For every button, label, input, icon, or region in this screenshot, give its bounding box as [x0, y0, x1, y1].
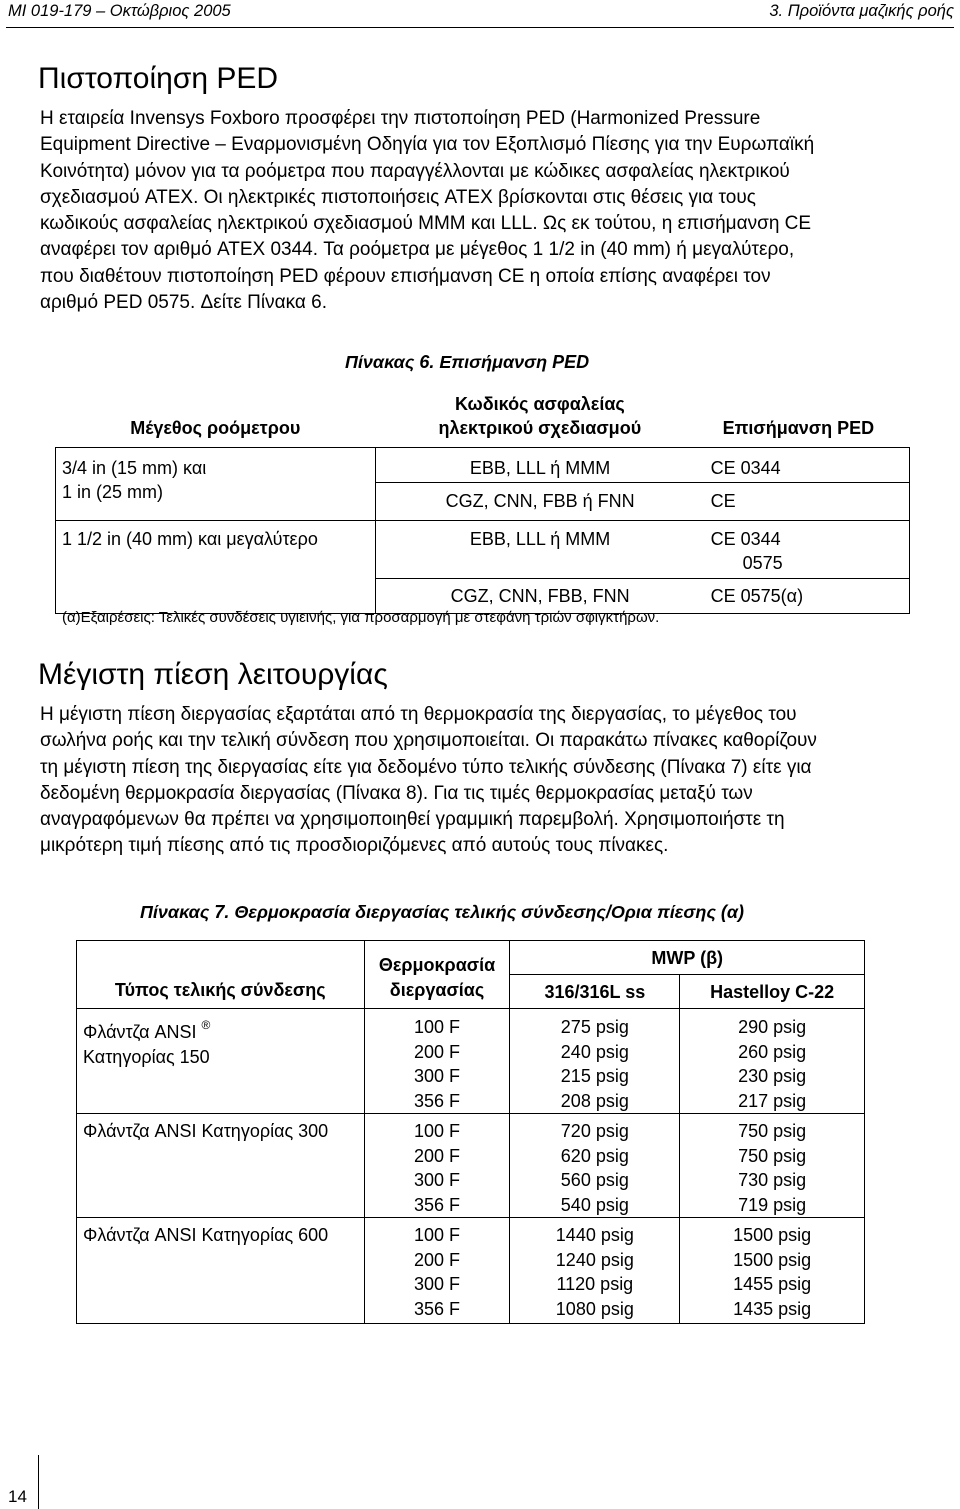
cell-ss: [510, 1114, 680, 1218]
pressure-value: 1455 psig: [733, 1274, 812, 1294]
temp-value: 100 F: [413, 1121, 460, 1141]
cell-code: EBB, LLL ή MMM: [469, 457, 611, 478]
cell-conn-line: [83, 1015, 364, 1045]
temp-value: 300 F: [413, 1274, 460, 1294]
pressure-value: 1120 psig: [556, 1274, 634, 1294]
ped-line: Κοινότητα) μόνον για τα ροόμετρα που παραγγέλλονται με κώδικες ασφαλείας ηλεκτρικού: [40, 160, 790, 182]
header-chapter: 3. Προϊόντα μαζικής ροής: [769, 2, 954, 20]
cell-code: EBB, LLL ή MMM: [469, 528, 611, 549]
pressure-value: 750 psig: [738, 1145, 807, 1166]
max-pressure-paragraph: [40, 702, 955, 860]
pressure-value: 290 psig: [738, 1017, 807, 1037]
temp-value: 356 F: [413, 1090, 460, 1111]
table-row: [56, 447, 910, 482]
col-header-ss: 316/316L ss: [510, 975, 680, 1009]
pressure-value: 560 psig: [560, 1170, 629, 1190]
temp-value: 200 F: [413, 1249, 460, 1270]
mp-line: τη μέγιστη πίεση της διεργασίας είτε για δεδομένο τύπο τελικής σύνδεσης (Πίνακα 7) είτε για: [40, 756, 812, 778]
temp-value: 200 F: [413, 1145, 460, 1166]
cell-marking: CE: [705, 482, 910, 520]
cell-size-line: 1 in (25 mm): [62, 481, 164, 502]
col-header-mwp: MWP (β): [510, 941, 865, 975]
cell-code: CGZ, CNN, FBB ή FNN: [375, 482, 705, 520]
mp-line: δεδομένη θερμοκρασία διεργασίας (Πίνακα 8). Για τις τιμές θερμοκρασίας μεταξύ των: [40, 782, 753, 804]
mp-line: Η μέγιστη πίεση διεργασίας εξαρτάται από τη θερμοκρασία της διεργασίας, το μέγεθος του: [40, 704, 797, 725]
header-divider: [6, 27, 954, 28]
pressure-value: 730 psig: [738, 1170, 807, 1190]
cell-conn-line: Κατηγορίας 150: [83, 1046, 210, 1067]
col-header-temp-line: Θερμοκρασία: [378, 955, 496, 975]
cell-temps: [364, 1009, 510, 1114]
temp-value: 200 F: [413, 1041, 460, 1062]
col-header-hastelloy: Hastelloy C-22: [680, 975, 865, 1009]
pressure-value: 1240 psig: [555, 1249, 634, 1270]
cell-temps: [364, 1218, 510, 1324]
pressure-value: 1080 psig: [555, 1298, 634, 1319]
ped-line: αναφέρει τον αριθμό ATEX 0344. Τα ροόμετρα με μέγεθος 1 1/2 in (40 mm) ή μεγαλύτερο,: [40, 239, 795, 261]
cell-code: CGZ, CNN, FBB, FNN: [375, 578, 705, 613]
cell-size-line: 3/4 in (15 mm) και: [62, 457, 207, 478]
pressure-value: 1500 psig: [733, 1225, 812, 1245]
table7-pressure-limits: [76, 940, 865, 1324]
cell-hastelloy: [680, 1218, 865, 1324]
cell-size: 1 1/2 in (40 mm) και μεγαλύτερο: [56, 520, 376, 613]
cell-temps: [364, 1114, 510, 1218]
pressure-value: 620 psig: [560, 1145, 629, 1166]
pressure-value: 217 psig: [738, 1090, 807, 1111]
section-title-ped: Πιστοποίηση PED: [38, 62, 279, 95]
col-header-size: Μέγεθος ροόμετρου: [56, 384, 376, 447]
cell-conn: Φλάντζα ANSI Κατηγορίας 300: [77, 1114, 365, 1218]
table-row: [77, 1009, 865, 1114]
footer-divider: [38, 1455, 39, 1509]
temp-value: 100 F: [413, 1017, 460, 1037]
table6-footnote: (α)Εξαιρέσεις: Τελικές συνδέσεις υγιεινής, για προσαρμογή με στεφάνη τριών σφιγκτήρων.: [62, 609, 660, 626]
col-header-code-line: Κωδικός ασφαλείας: [454, 393, 625, 414]
cell-marking: CE 0344: [705, 447, 910, 482]
pressure-value: 260 psig: [738, 1041, 807, 1062]
pressure-value: 1440 psig: [555, 1225, 634, 1245]
cell-ss: [510, 1009, 680, 1114]
cell-marking-line: 0575: [742, 552, 783, 573]
pressure-value: 719 psig: [738, 1194, 807, 1215]
pressure-value: 208 psig: [560, 1090, 629, 1111]
col-header-conn: Τύπος τελικής σύνδεσης: [77, 941, 365, 1009]
section-title-max-pressure: Μέγιστη πίεση λειτουργίας: [38, 658, 388, 691]
pressure-value: 230 psig: [738, 1066, 807, 1086]
temp-value: 300 F: [413, 1170, 460, 1190]
temp-value: 356 F: [413, 1194, 460, 1215]
col-header-temp-line: διεργασίας: [389, 979, 485, 1000]
table7-caption: Πίνακας 7. Θερμοκρασία διεργασίας τελικής σύνδεσης/Ορια πίεσης (α): [140, 902, 745, 922]
pressure-value: 750 psig: [738, 1121, 807, 1141]
col-header-code: [375, 384, 705, 447]
temp-value: 100 F: [413, 1225, 460, 1245]
mp-line: μικρότερη τιμή πίεσης από τις προσδιοριζόμενες από αυτούς τους πίνακες.: [40, 835, 669, 857]
cell-conn-text: Φλάντζα ANSI: [83, 1022, 197, 1042]
ped-line: κωδικούς ασφαλείας ηλεκτρικού σχεδιασμού MMM και LLL. Ως εκ τούτου, η επισήμανση CE: [40, 213, 812, 235]
table-header-row: [56, 384, 910, 447]
pressure-value: 1435 psig: [733, 1298, 812, 1319]
cell-marking: [705, 520, 910, 578]
temp-value: 300 F: [413, 1066, 460, 1086]
mp-line: σωλήνα ροής και την τελική σύνδεση που χρησιμοποιείται. Οι παρακάτω πίνακες καθορίζουν: [40, 730, 817, 752]
page-number: 14: [8, 1487, 27, 1506]
registered-mark: ®: [201, 1018, 211, 1032]
temp-value: 356 F: [413, 1298, 460, 1319]
col-header-marking: Επισήμανση PED: [705, 384, 910, 447]
pressure-value: 1500 psig: [733, 1249, 812, 1270]
ped-line: Equipment Directive – Εναρμονισμένη Οδηγία για τον Εξοπλισμό Πίεσης για την Ευρωπαϊκή: [40, 134, 815, 156]
ped-line: αριθμό PED 0575. Δείτε Πίνακα 6.: [40, 292, 327, 314]
cell-hastelloy: [680, 1009, 865, 1114]
pressure-value: 720 psig: [560, 1121, 629, 1141]
table6-ped-marking: [55, 384, 910, 614]
table6-caption: Πίνακας 6. Επισήμανση PED: [345, 352, 590, 372]
cell-conn: [77, 1009, 365, 1114]
cell-ss: [510, 1218, 680, 1324]
mp-line: αναγραφόμενων θα πρέπει να χρησιμοποιηθεί γραμμική παρεμβολή. Χρησιμοποιήστε τη: [40, 809, 785, 831]
ped-line: που διαθέτουν πιστοποίηση PED φέρουν επισήμανση CE η οποία επίσης αναφέρει τον: [40, 265, 771, 287]
running-header: [8, 2, 954, 26]
cell-size: [56, 447, 376, 520]
table-header-row: [77, 941, 865, 975]
table-row: [56, 520, 910, 578]
pressure-value: 275 psig: [560, 1017, 629, 1037]
ped-line: Η εταιρεία Invensys Foxboro προσφέρει την πιστοποίηση PED (Harmonized Pressure: [40, 108, 761, 129]
cell-hastelloy: [680, 1114, 865, 1218]
table-row: [77, 1114, 865, 1218]
cell-marking-line: CE 0344: [710, 528, 781, 549]
cell-conn: Φλάντζα ANSI Κατηγορίας 600: [77, 1218, 365, 1324]
cell-marking: CE 0575(α): [705, 578, 910, 613]
pressure-value: 540 psig: [560, 1194, 629, 1215]
ped-line: σχεδιασμού ATEX. Οι ηλεκτρικές πιστοποιήσεις ATEX βρίσκονται στις θέσεις για τους: [40, 186, 756, 208]
col-header-code-line: ηλεκτρικού σχεδιασμού: [438, 417, 642, 438]
col-header-temp: [364, 941, 510, 1009]
ped-paragraph: [40, 106, 955, 316]
pressure-value: 215 psig: [560, 1066, 629, 1086]
header-doc-id: MI 019-179 – Οκτώβριος 2005: [8, 2, 231, 20]
table-row: [77, 1218, 865, 1324]
pressure-value: 240 psig: [560, 1041, 629, 1062]
